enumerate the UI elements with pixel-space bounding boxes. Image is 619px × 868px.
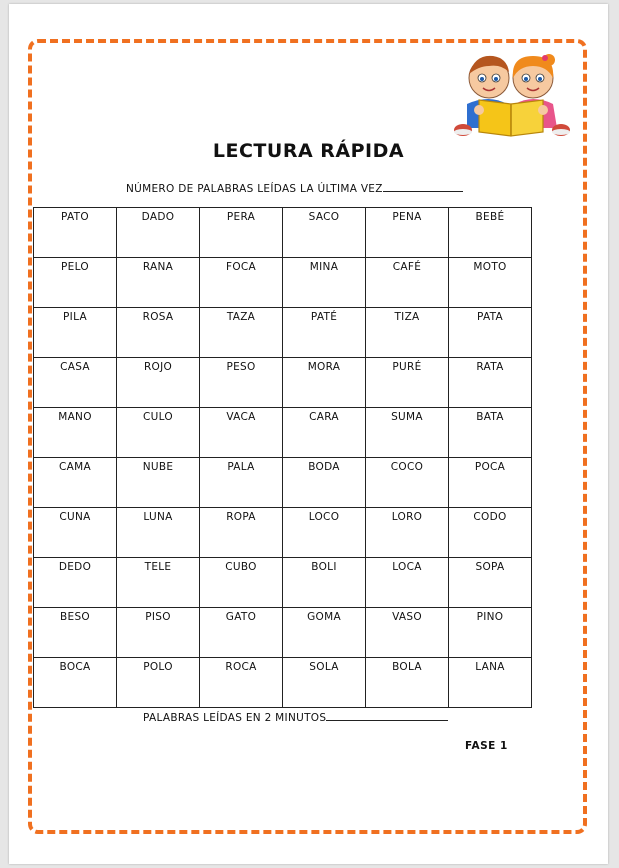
word-cell: BEBÉ [449, 208, 532, 258]
last-count-label: NÚMERO DE PALABRAS LEÍDAS LA ÚLTIMA VEZ [126, 183, 383, 195]
table-row [34, 408, 532, 458]
document-page [9, 4, 608, 864]
last-count-line [126, 182, 463, 195]
word-cell: BOCA [34, 658, 117, 708]
word-cell: LOCA [366, 558, 449, 608]
phase-label: FASE 1 [465, 740, 508, 752]
word-cell: CODO [449, 508, 532, 558]
table-row [34, 608, 532, 658]
word-cell: BESO [34, 608, 117, 658]
word-cell: RANA [117, 258, 200, 308]
word-cell: GATO [200, 608, 283, 658]
word-cell: PENA [366, 208, 449, 258]
word-cell: PELO [34, 258, 117, 308]
word-cell: TAZA [200, 308, 283, 358]
word-cell: LANA [449, 658, 532, 708]
word-cell: PALA [200, 458, 283, 508]
word-cell: GOMA [283, 608, 366, 658]
table-row [34, 558, 532, 608]
word-cell: MANO [34, 408, 117, 458]
word-cell: POLO [117, 658, 200, 708]
word-cell: PATÉ [283, 308, 366, 358]
table-row [34, 508, 532, 558]
word-cell: ROCA [200, 658, 283, 708]
word-cell: BATA [449, 408, 532, 458]
table-row [34, 308, 532, 358]
word-cell: POCA [449, 458, 532, 508]
word-cell: VACA [200, 408, 283, 458]
minutes-label: PALABRAS LEÍDAS EN 2 MINUTOS [143, 712, 327, 724]
word-cell: BOLI [283, 558, 366, 608]
word-cell: PISO [117, 608, 200, 658]
word-cell: PESO [200, 358, 283, 408]
word-cell: BOLA [366, 658, 449, 708]
word-cell: CARA [283, 408, 366, 458]
minutes-line [143, 711, 448, 724]
table-row [34, 258, 532, 308]
word-cell: PATO [34, 208, 117, 258]
word-cell: ROSA [117, 308, 200, 358]
word-cell: TELE [117, 558, 200, 608]
word-cell: CUNA [34, 508, 117, 558]
word-cell: LORO [366, 508, 449, 558]
word-cell: RATA [449, 358, 532, 408]
word-cell: DEDO [34, 558, 117, 608]
word-cell: ROJO [117, 358, 200, 408]
word-cell: VASO [366, 608, 449, 658]
children-reading-book-icon [449, 48, 573, 142]
word-cell: PERA [200, 208, 283, 258]
word-cell: MORA [283, 358, 366, 408]
word-cell: PINO [449, 608, 532, 658]
word-cell: SACO [283, 208, 366, 258]
word-cell: MINA [283, 258, 366, 308]
word-grid [33, 207, 532, 708]
word-cell: NUBE [117, 458, 200, 508]
word-cell: COCO [366, 458, 449, 508]
word-cell: MOTO [449, 258, 532, 308]
word-cell: SOPA [449, 558, 532, 608]
word-cell: PATA [449, 308, 532, 358]
word-cell: FOCA [200, 258, 283, 308]
last-count-blank [383, 182, 463, 192]
minutes-blank [326, 711, 448, 721]
table-row [34, 208, 532, 258]
word-cell: DADO [117, 208, 200, 258]
table-row [34, 358, 532, 408]
word-cell: BODA [283, 458, 366, 508]
word-cell: SOLA [283, 658, 366, 708]
word-cell: TIZA [366, 308, 449, 358]
word-cell: PILA [34, 308, 117, 358]
word-cell: CASA [34, 358, 117, 408]
word-cell: SUMA [366, 408, 449, 458]
word-cell: PURÉ [366, 358, 449, 408]
word-cell: CAMA [34, 458, 117, 508]
word-cell: CUBO [200, 558, 283, 608]
table-row [34, 458, 532, 508]
word-cell: LOCO [283, 508, 366, 558]
word-cell: LUNA [117, 508, 200, 558]
page-title: LECTURA RÁPIDA [212, 140, 405, 162]
word-cell: CULO [117, 408, 200, 458]
word-cell: ROPA [200, 508, 283, 558]
word-cell: CAFÉ [366, 258, 449, 308]
table-row [34, 658, 532, 708]
